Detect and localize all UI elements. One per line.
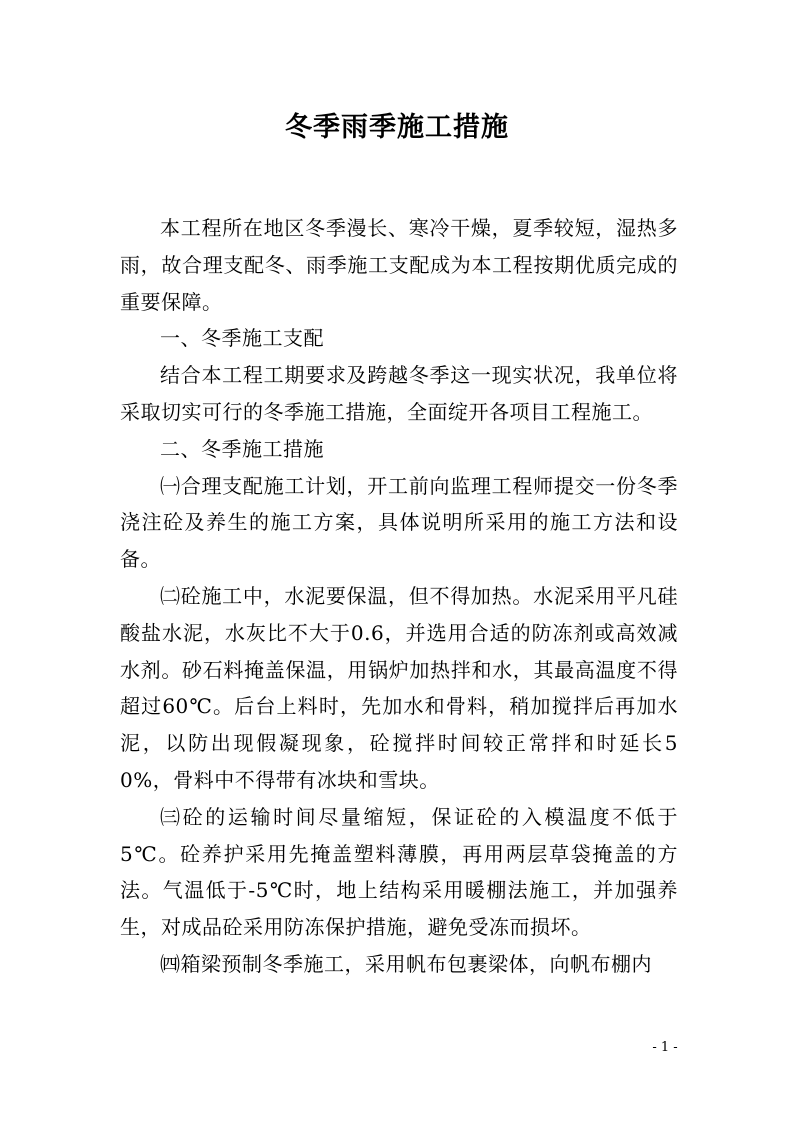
paragraph-measure-2: ㈡砼施工中，水泥要保温，但不得加热。水泥采用平凡硅酸盐水泥，水灰比不大于0.6，并选用合适的防冻剂或高效减水剂。砂石料掩盖保温，用锅炉加热拌和水，其最高温度不得超过60℃。后台上料时，先加水和骨料，稍加搅拌后再加水泥，以防出现假凝现象，砼搅拌时间较正常拌和时延长50%，骨料中不得带有冰块和雪块。 bbox=[120, 583, 678, 792]
paragraph-measure-4: ㈣箱梁预制冬季施工，采用帆布包裹梁体，向帆布棚内 bbox=[160, 951, 652, 976]
paragraph-measure-1: ㈠合理支配施工计划，开工前向监理工程师提交一份冬季浇注砼及养生的施工方案，具体说明所采用的施工方法和设备。 bbox=[120, 473, 678, 572]
section-heading-winter-arrangement: 一、冬季施工支配 bbox=[160, 326, 324, 351]
page-number: - 1 - bbox=[652, 1040, 678, 1055]
section-heading-winter-measures: 二、冬季施工措施 bbox=[160, 436, 324, 461]
document-title: 冬季雨季施工措施 bbox=[285, 112, 509, 143]
paragraph-measure-3: ㈢砼的运输时间尽量缩短，保证砼的入模温度不低于5℃。砼养护采用先掩盖塑料薄膜，再用两层草袋掩盖的方法。气温低于-5℃时，地上结构采用暖棚法施工，并加强养生，对成品砼采用防冻保护措施，避免受冻而损坏。 bbox=[120, 804, 678, 940]
document-body bbox=[120, 210, 678, 983]
paragraph-intro: 本工程所在地区冬季漫长、寒冷干燥，夏季较短，湿热多雨，故合理支配冬、雨季施工支配成为本工程按期优质完成的重要保障。 bbox=[120, 216, 678, 314]
paragraph-winter-arrangement: 结合本工程工期要求及跨越冬季这一现实状况，我单位将采取切实可行的冬季施工措施，全面绽开各项目工程施工。 bbox=[120, 363, 678, 424]
